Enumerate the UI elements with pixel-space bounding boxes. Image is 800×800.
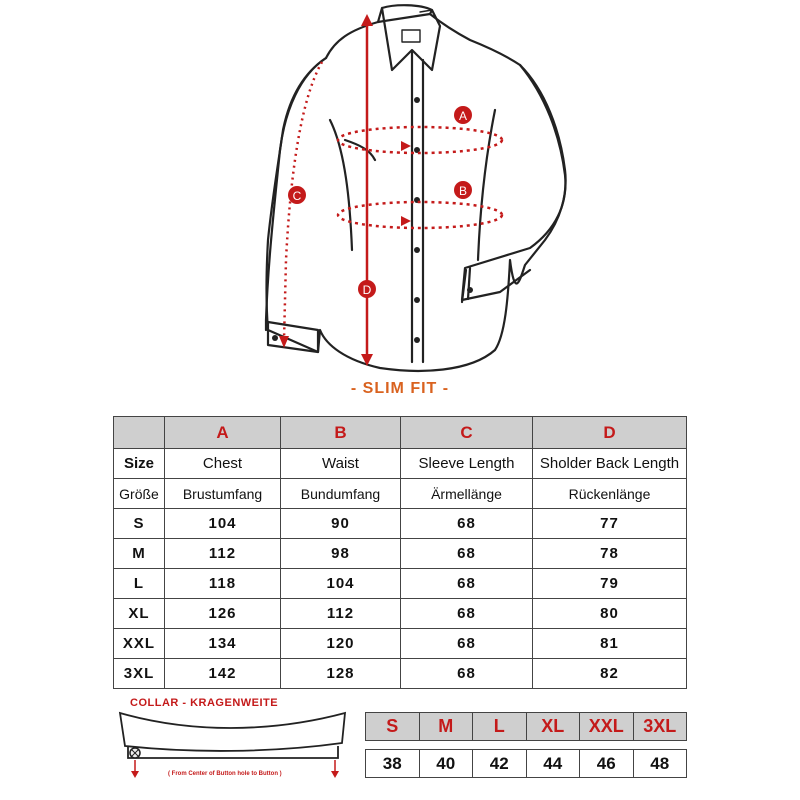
label-aermellaenge: Ärmellänge (401, 479, 533, 509)
cell-size: XL (114, 599, 165, 629)
cell-sleeve: 68 (401, 539, 533, 569)
header-c: C (401, 417, 533, 449)
size-chart-table (113, 416, 687, 689)
table-label-row-de (114, 479, 687, 509)
cell-back: 77 (533, 509, 687, 539)
cell-sleeve: 68 (401, 629, 533, 659)
svg-text:C: C (292, 189, 302, 203)
table-row (114, 569, 687, 599)
cell-chest: 104 (165, 509, 281, 539)
cell-waist: 112 (281, 599, 401, 629)
svg-text:A: A (458, 109, 468, 123)
cell-size: S (114, 509, 165, 539)
cell-waist: 98 (281, 539, 401, 569)
table-row (114, 629, 687, 659)
cell-chest: 134 (165, 629, 281, 659)
label-brustumfang: Brustumfang (165, 479, 281, 509)
collar-size-row (366, 713, 687, 741)
collar-size: XXL (580, 713, 634, 741)
cell-back: 81 (533, 629, 687, 659)
collar-note: ( From Center of Button hole to Button ) (168, 771, 282, 777)
marker-c (288, 186, 306, 204)
collar-size: S (366, 713, 420, 741)
cell-back: 79 (533, 569, 687, 599)
table-row (114, 509, 687, 539)
cell-size: XXL (114, 629, 165, 659)
cell-sleeve: 68 (401, 659, 533, 689)
collar-title: COLLAR - KRAGENWEITE (130, 697, 279, 709)
cell-size: L (114, 569, 165, 599)
cell-waist: 90 (281, 509, 401, 539)
header-b: B (281, 417, 401, 449)
header-blank (114, 417, 165, 449)
shirt-right-sleeve (462, 65, 565, 300)
cell-waist: 104 (281, 569, 401, 599)
collar-size: M (419, 713, 473, 741)
collar-value: 44 (526, 750, 580, 778)
label-size: Size (114, 449, 165, 479)
collar-size: XL (526, 713, 580, 741)
collar-size-table (365, 712, 687, 778)
cell-waist: 128 (281, 659, 401, 689)
cell-chest: 118 (165, 569, 281, 599)
collar-value: 40 (419, 750, 473, 778)
table-row (114, 659, 687, 689)
cell-chest: 112 (165, 539, 281, 569)
table-label-row-en (114, 449, 687, 479)
header-d: D (533, 417, 687, 449)
collar-size: 3XL (633, 713, 687, 741)
marker-a (454, 106, 472, 124)
cell-sleeve: 68 (401, 569, 533, 599)
table-row (114, 539, 687, 569)
fit-title: - SLIM FIT - (350, 380, 450, 397)
cell-size: 3XL (114, 659, 165, 689)
collar-value-row (366, 750, 687, 778)
label-bundumfang: Bundumfang (281, 479, 401, 509)
label-groesse: Größe (114, 479, 165, 509)
collar-size: L (473, 713, 527, 741)
label-sleeve: Sleeve Length (401, 449, 533, 479)
table-row (114, 599, 687, 629)
label-waist: Waist (281, 449, 401, 479)
cell-size: M (114, 539, 165, 569)
collar-value: 42 (473, 750, 527, 778)
svg-text:D: D (362, 283, 372, 297)
collar-value: 48 (633, 750, 687, 778)
cell-waist: 120 (281, 629, 401, 659)
label-chest: Chest (165, 449, 281, 479)
cell-back: 80 (533, 599, 687, 629)
cell-chest: 142 (165, 659, 281, 689)
cell-chest: 126 (165, 599, 281, 629)
label-rueckenlaenge: Rückenlänge (533, 479, 687, 509)
label-back: Sholder Back Length (533, 449, 687, 479)
shirt-illustration (0, 0, 800, 380)
cell-back: 78 (533, 539, 687, 569)
marker-b (454, 181, 472, 199)
cell-sleeve: 68 (401, 599, 533, 629)
collar-value: 38 (366, 750, 420, 778)
svg-text:B: B (458, 184, 468, 198)
marker-d (358, 280, 376, 298)
header-a: A (165, 417, 281, 449)
cell-sleeve: 68 (401, 509, 533, 539)
collar-value: 46 (580, 750, 634, 778)
cell-back: 82 (533, 659, 687, 689)
table-header-row (114, 417, 687, 449)
